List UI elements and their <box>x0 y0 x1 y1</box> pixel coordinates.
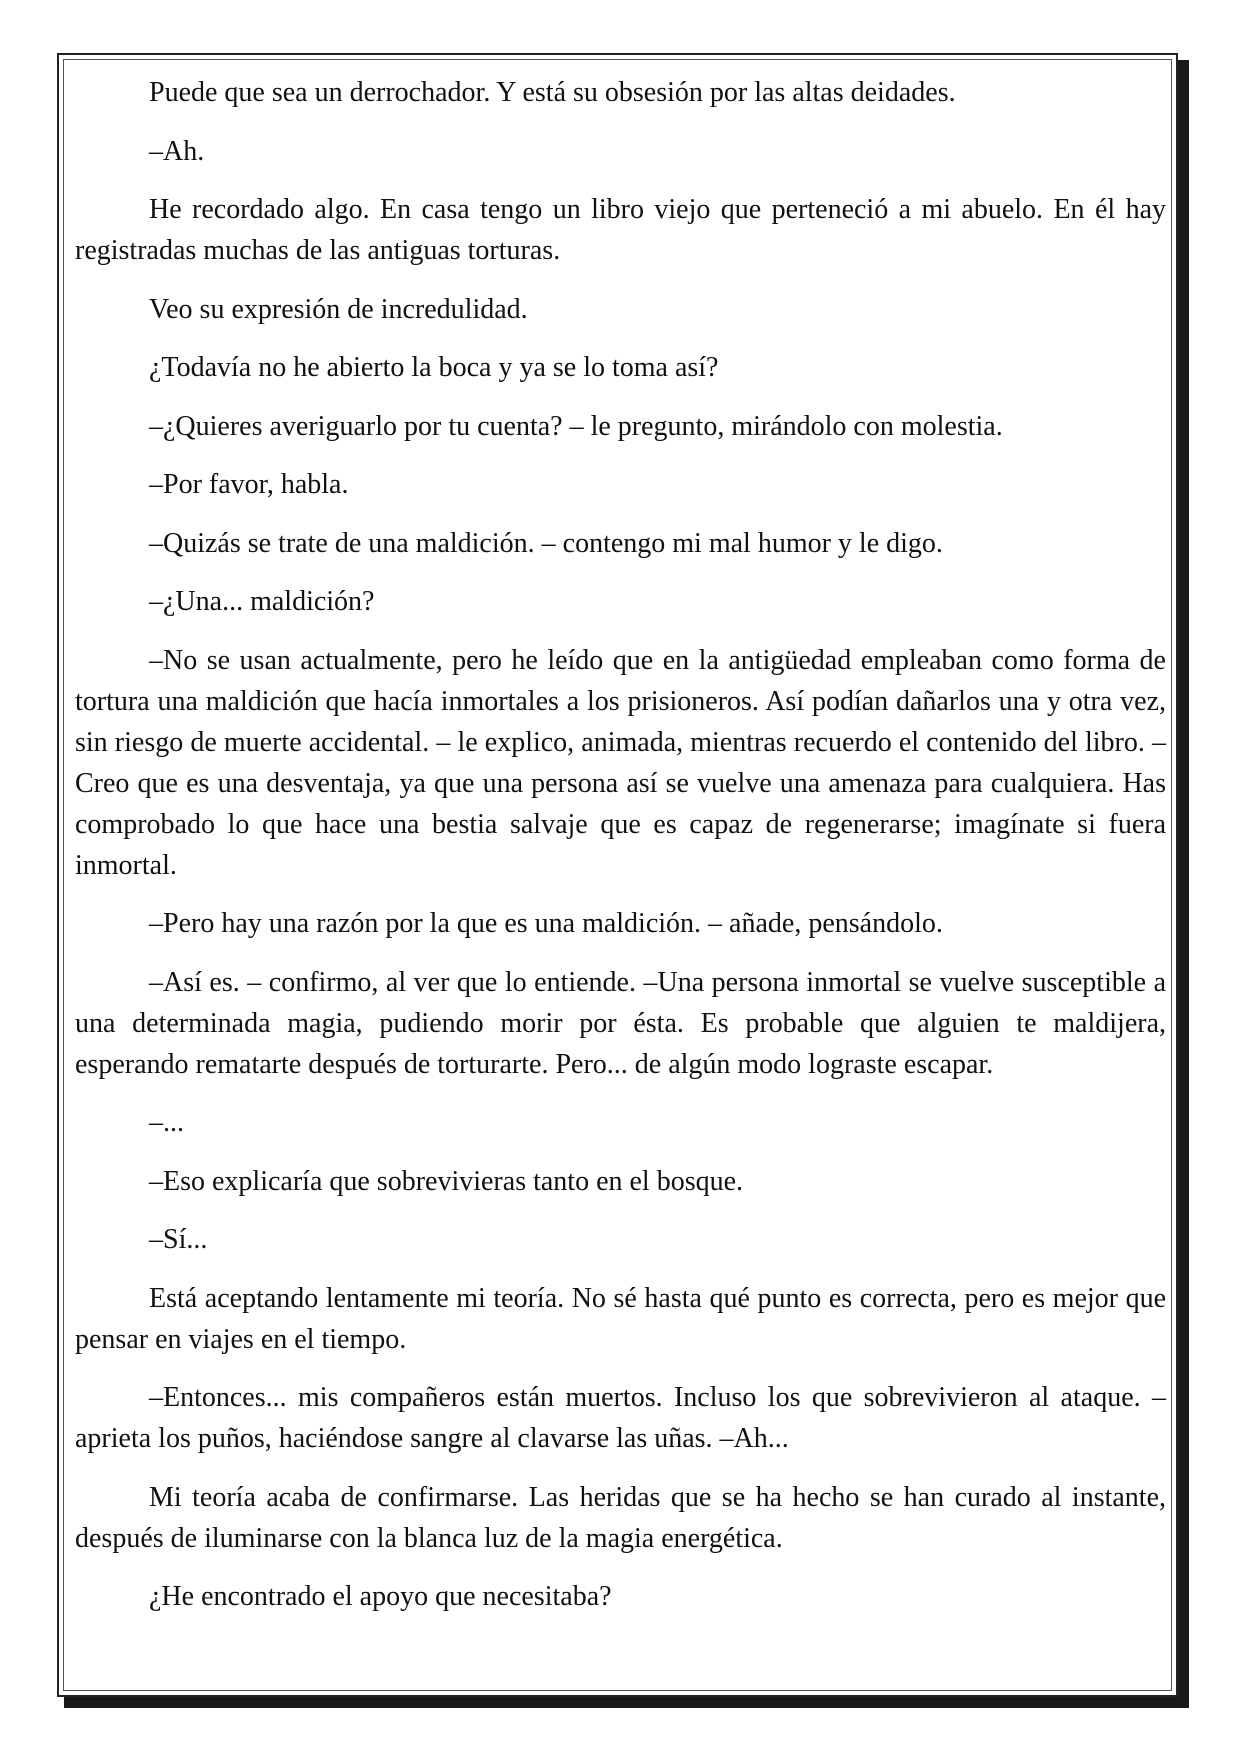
paragraph: –Sí... <box>149 1224 208 1255</box>
paragraph: –¿Una... maldición? <box>149 586 375 617</box>
paragraph: Mi teoría acaba de confirmarse. Las heridas que se ha hecho se han curado al instante, después de iluminarse con la blanca luz de la magia energética. <box>75 1481 1166 1554</box>
paragraph: –... <box>149 1107 184 1138</box>
paragraph: –Entonces... mis compañeros están muertos. Incluso los que sobrevivieron al ataque. – aprieta los puños, haciéndose sangre al clavarse las uñas. –Ah... <box>75 1382 1166 1454</box>
paragraph: Puede que sea un derrochador. Y está su obsesión por las altas deidades. <box>149 77 956 108</box>
paragraph: He recordado algo. En casa tengo un libro viejo que perteneció a mi abuelo. En él hay registradas muchas de las antiguas torturas. <box>75 194 1166 266</box>
paragraph: –¿Quieres averiguarlo por tu cuenta? – le pregunto, mirándolo con molestia. <box>149 410 1003 442</box>
paragraph: ¿Todavía no he abierto la boca y ya se lo toma así? <box>149 352 719 383</box>
paragraph: –Ah. <box>149 135 205 167</box>
paragraph: Está aceptando lentamente mi teoría. No sé hasta qué punto es correcta, pero es mejor que pensar en viajes en el tiempo. <box>75 1282 1166 1355</box>
paragraph: –Pero hay una razón por la que es una maldición. – añade, pensándolo. <box>149 908 943 939</box>
paragraph: –Quizás se trate de una maldición. – contengo mi mal humor y le digo. <box>149 527 943 559</box>
paragraph: –Así es. – confirmo, al ver que lo entiende. –Una persona inmortal se vuelve susceptible a una determinada magia, pudiendo morir por ésta. Es probable que alguien te maldijera, esperando rematarte después de torturarte. Pero... de algún modo lograste escapar. <box>75 966 1166 1080</box>
paragraph: –Por favor, habla. <box>149 469 349 500</box>
paragraph: –No se usan actualmente, pero he leído que en la antigüedad empleaban como forma de tortura una maldición que hacía inmortales a los prisioneros. Así podían dañarlos una y otra vez, sin riesgo de muerte accidental. – le explico, animada, mientras recuerdo el contenido del libro. –Creo que es una desventaja, ya que una persona así se vuelve una amenaza para cualquiera. Has comprobado lo que hace una bestia salvaje que es capaz de regenerarse; imagínate si fuera inmortal. <box>75 644 1166 881</box>
document-body <box>75 72 1166 1635</box>
paragraph: ¿He encontrado el apoyo que necesitaba? <box>149 1581 612 1612</box>
paragraph: Veo su expresión de incredulidad. <box>149 293 528 325</box>
paragraph: –Eso explicaría que sobrevivieras tanto en el bosque. <box>149 1165 744 1197</box>
